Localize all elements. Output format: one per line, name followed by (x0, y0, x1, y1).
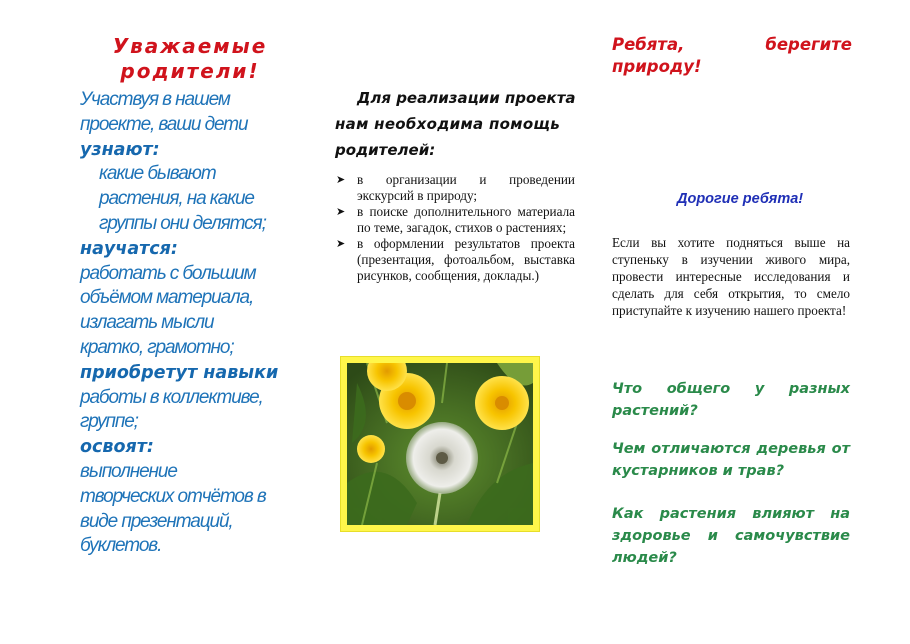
help-heading-line: Для реализации проекта (357, 89, 576, 107)
list-item-text: в поиске дополнительного материала по теме, загадок, стихов о растениях; (357, 204, 575, 235)
children-greeting: Дорогие ребята! (677, 191, 804, 207)
invitation-paragraph: Если вы хотите подняться выше на ступеньку в изучении живого мира, провести интересные исследования и сделать для себя открытия, то смело приступайте к изучению нашего проекта! (612, 235, 850, 318)
parents-text-line: работы в коллективе, (80, 386, 263, 408)
parents-text-line: группе; (80, 411, 138, 433)
parents-text-line: творческих отчётов в (80, 485, 266, 507)
parents-text-line: Участвуя в нашем (80, 89, 230, 110)
parents-text-line: приобретут навыки (80, 362, 279, 383)
nature-heading-word: берегите (765, 35, 852, 54)
list-item (335, 236, 575, 284)
list-item-text: в оформлении результатов проекта (презентация, фотоальбом, выставка рисунков, сообщения, доклады.) (357, 236, 575, 283)
arrowhead-icon: ➤ (336, 174, 346, 186)
photo-frame (340, 356, 540, 532)
parents-text-line: узнают: (80, 139, 160, 160)
parents-text-line: буклетов. (80, 535, 162, 557)
parents-text (80, 88, 305, 559)
arrowhead-icon: ➤ (336, 206, 346, 218)
parents-title-line: Уважаемые (112, 34, 268, 58)
nature-heading (612, 34, 852, 78)
help-heading (335, 85, 575, 163)
nature-heading-line: природу! (612, 57, 702, 76)
question-3: Как растения влияют на здоровье и самочувствие людей? (612, 506, 850, 566)
parents-text-line: какие бывают (99, 163, 216, 185)
question-1: Что общего у разных растений? (612, 381, 850, 419)
parents-text-line: выполнение (80, 460, 177, 482)
help-list (335, 172, 575, 284)
dandelion-flowers-photo (347, 363, 533, 525)
parents-text-line: проекте, ваши дети (80, 113, 248, 135)
list-item-text: в организации и проведении экскурсий в природу; (357, 172, 575, 203)
question-2: Чем отличаются деревья от кустарников и трав? (612, 441, 850, 479)
parents-text-line: освоят: (80, 437, 154, 458)
parents-title (100, 34, 280, 84)
parents-text-line: кратко, грамотно; (80, 336, 234, 358)
parents-text-line: растения, на какие (99, 188, 254, 210)
nature-heading-word: Ребята, (612, 35, 685, 54)
parents-text-line: научатся: (80, 238, 178, 259)
parents-text-line: группы они делятся; (99, 212, 266, 234)
parents-text-line: виде презентаций, (80, 510, 233, 532)
parents-text-line: излагать мысли (80, 312, 214, 334)
parents-text-line: объёмом материала, (80, 287, 254, 309)
list-item (335, 204, 575, 236)
parents-title-line: родители! (120, 59, 260, 83)
list-item (335, 172, 575, 204)
help-heading-line: нам необходима помощь (335, 115, 561, 133)
parents-text-line: работать с большим (80, 262, 256, 284)
help-heading-line: родителей: (335, 141, 436, 159)
arrowhead-icon: ➤ (336, 238, 346, 250)
